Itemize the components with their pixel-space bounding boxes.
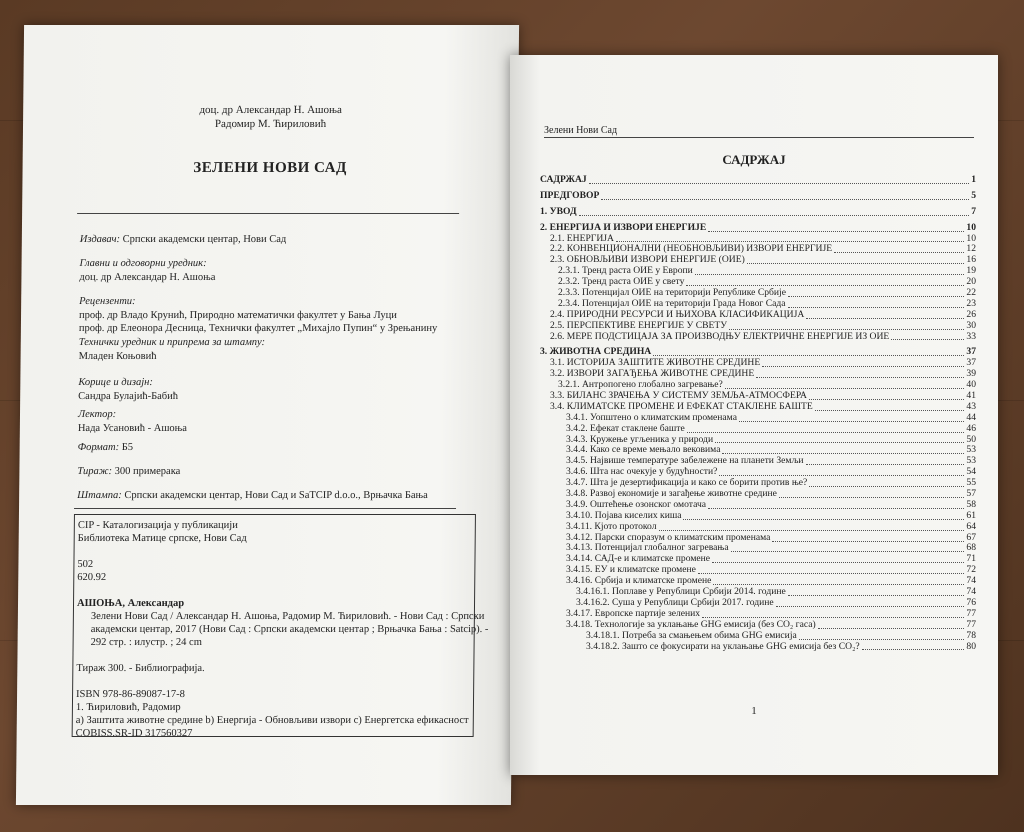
toc-entry-title: 2. ЕНЕРГИЈА И ИЗВОРИ ЕНЕРГИЈЕ [540,221,707,233]
toc-entry-title: 2.3.4. Потенцијал ОИЕ на територији Града Новог Сада [558,297,786,309]
toc-entry-title: 3.4.18.1. Потреба за смањењем обима GHG емисија [586,629,797,641]
cip-line: академски центар, 2017 (Нови Сад : Српски академски центар ; Врњачка Бања : Satcip). - [90,624,489,635]
cip-line [76,649,470,662]
author-1: доц. др Александар Н. Ашоња [199,104,342,116]
toc-dot-leader [891,338,964,340]
toc-dot-leader [776,605,965,607]
toc-dot-leader [788,295,964,297]
imprint-section [77,465,180,479]
toc-entry-page: 37 [966,346,976,358]
toc-entry-title: 3.2.1. Антропогено глобално загревање? [558,379,723,391]
toc-entry-page: 46 [966,422,976,434]
imprint-value: 300 примерака [111,466,181,477]
imprint-label: Главни и одговорни уредник: [79,258,207,269]
cip-line: Зелени Нови Сад / Александар Н. Ашоња, Радомир М. Ћириловић. - Нови Сад : Српски [90,611,485,622]
cip-line [77,584,471,597]
toc-entry-title: 3.4.15. ЕУ и климатске промене [566,564,696,576]
toc-entry-page: 10 [966,221,976,233]
imprint-section [79,336,266,363]
toc-entry-page: 16 [966,254,976,266]
toc-entry[interactable] [540,424,976,435]
toc-entry-title: 1. УВОД [540,205,577,217]
imprint-label: Корице и дизајн: [78,377,153,388]
cip-line: АШОЊА, Александар [76,598,185,609]
toc-entry[interactable] [540,191,976,202]
cip-line: a) Заштита животне средине b) Енергија - Обновљиви извори c) Енергетска ефикасност [75,715,469,726]
toc-entry-title: 3.4.12. Парски споразум о климатским променама [566,531,771,543]
imprint-label: Формат: [77,442,120,453]
toc-entry-title: 3.4.16.1. Поплаве у Републици Србији 2014. године [576,586,786,598]
toc-dot-leader [729,328,964,330]
toc-entry-page: 20 [966,276,976,288]
toc-entry-title: 3.4.17. Европске партије зелених [566,607,701,619]
imprint-section [79,257,215,284]
imprint-value: Младен Коњовић [78,350,157,362]
toc-entry-title: 3.4. КЛИМАТСКЕ ПРОМЕНЕ И ЕФЕКАТ СТАКЛЕНЕ БАШТЕ [550,400,813,412]
toc-dot-leader [747,262,965,264]
toc-entry-page: 44 [966,411,976,423]
toc-entry-title: 3.2. ИЗВОРИ ЗАГАЂЕЊА ЖИВОТНЕ СРЕДИНЕ [550,368,755,380]
header-rule [544,137,974,138]
toc-entry-title: 3.4.11. Кјото протокол [566,520,657,532]
toc-entry-page: 71 [966,553,976,565]
toc-dot-leader [687,431,965,433]
toc-entry-title: 3.4.2. Ефекат стаклене баште [566,422,685,434]
toc-entry-page: 37 [966,357,976,369]
table-of-contents [540,170,976,652]
toc-entry-title: 2.2. КОНВЕНЦИОНАЛНИ (НЕОБНОВЉИВИ) ИЗВОРИ ЕНЕРГИЈЕ [550,243,833,255]
running-head: Зелени Нови Сад [544,125,618,136]
toc-entry-page: 76 [966,596,976,608]
imprint-section [80,233,287,247]
toc-entry-title: 2.6. МЕРЕ ПОДСТИЦАЈА ЗА ПРОИЗВОДЊУ ЕЛЕКТРИЧНЕ ЕНЕРГИЈЕ ИЗ ОИЕ [550,330,890,342]
imprint-value: Српски академски центар, Нови Сад [119,234,287,245]
cip-record [72,514,489,739]
toc-entry-title: 2.1. ЕНЕРГИЈА [550,232,614,244]
toc-entry-title: 2.3.3. Потенцијал ОИЕ на територији Републике Србије [558,287,786,298]
toc-entry-title: 3.4.16. Србија и климатске промене [566,575,712,587]
toc-dot-leader [834,251,964,253]
toc-dot-leader [818,627,965,629]
toc-entry-page: 23 [966,297,976,309]
toc-entry-title: 3.4.3. Кружење угљеника у природи [566,433,714,445]
toc-dot-leader [725,387,965,389]
page-number: 1 [751,705,757,717]
cip-line: CIP - Каталогизација у публикацији [77,520,238,531]
book-title: ЗЕЛЕНИ НОВИ САД [193,160,347,176]
toc-dot-leader [779,496,964,498]
imprint-value: Српски академски центар, Нови Сад и SaTCIP d.o.o., Врњачка Бања [121,490,428,501]
cip-line: 1. Ћириловић, Радомир [75,702,181,713]
cip-line: Тираж 300. - Библиографија. [76,663,205,674]
toc-entry-title: 3.4.18. Технологије за уклањање GHG емисија (без CO₂ гаса) [566,618,816,630]
toc-dot-leader [601,198,969,200]
toc-dot-leader [788,594,965,596]
authors [23,103,518,131]
toc-entry-title: 3.4.18.2. Зашто се фокусирати на уклањање GHG емисија без CO₂? [586,640,860,652]
toc-entry-title: 3.4.4. Како се време мењало вековима [566,444,721,456]
toc-entry[interactable] [540,321,976,332]
toc-entry-page: 53 [966,455,976,467]
cip-line: COBISS.SR-ID 317560327 [75,728,193,739]
toc-entry-page: 74 [966,586,976,598]
toc-entry-page: 40 [966,379,976,391]
toc-entry-title: 3.4.5. Највише температуре забележене на планети Земљи [566,455,804,467]
toc-entry-page: 77 [966,607,976,619]
toc-heading: САДРЖАЈ [722,152,786,167]
toc-entry-page: 57 [966,488,976,500]
toc-entry-title: 3.4.6. Шта нас очекује у будућности? [566,466,718,478]
toc-entry-page: 72 [966,564,976,576]
right-page [510,55,998,775]
title-rule [77,213,459,214]
toc-entry-page: 1 [971,173,976,185]
imprint-label: Лектор: [77,409,117,420]
toc-entry-page: 53 [966,444,976,456]
toc-dot-leader [862,648,965,650]
toc-entry-title: 3.3. БИЛАНС ЗРАЧЕЊА У СИСТЕМУ ЗЕМЉА-АТМОСФЕРА [550,390,807,402]
cip-line [76,675,470,688]
toc-dot-leader [708,507,964,509]
toc-entry-page: 39 [966,368,976,380]
toc-dot-leader [806,463,965,465]
toc-entry[interactable] [540,175,976,186]
toc-entry-page: 74 [966,575,976,587]
toc-dot-leader [722,452,964,454]
toc-entry-title: 2.5. ПЕРСПЕКТИВЕ ЕНЕРГИЈЕ У СВЕТУ [550,319,728,331]
cip-line: 620.92 [77,572,107,583]
toc-entry[interactable] [540,223,976,234]
toc-dot-leader [788,306,965,308]
toc-entry[interactable] [540,620,976,631]
toc-dot-leader [731,550,965,552]
cip-line: ISBN 978-86-89087-17-8 [76,689,185,700]
toc-entry-title: 3.4.8. Развој економије и загађење животне средине [566,488,777,500]
toc-entry-page: 61 [966,509,976,521]
toc-entry-title: 3.1. ИСТОРИЈА ЗАШТИТЕ ЖИВОТНЕ СРЕДИНЕ [550,357,761,369]
toc-entry-title: 3. ЖИВОТНА СРЕДИНА [540,346,652,358]
imprint-value: Сандра Булајић-Бабић [78,390,179,402]
toc-entry-title: 2.3.1. Тренд раста ОИЕ у Европи [558,265,693,277]
cip-line: Библиотека Матице српске, Нови Сад [77,533,247,544]
imprint-value: доц. др Александар Н. Ашоња [79,271,216,283]
left-page [16,25,519,805]
toc-entry-page: 43 [966,400,976,412]
toc-entry-page: 26 [966,308,976,320]
toc-entry-title: ПРЕДГОВОР [540,189,600,201]
toc-entry-page: 5 [971,189,976,201]
toc-dot-leader [686,284,964,286]
imprint-section [78,441,134,455]
toc-entry-title: 3.4.13. Потенцијал глобалног загревања [566,542,729,554]
imprint-value: Б5 [119,442,134,453]
toc-dot-leader [579,214,970,216]
cip-line: 502 [77,559,94,570]
imprint-section [78,376,178,403]
cip-line: 292 стр. : илустр. ; 24 cm [90,637,202,648]
toc-entry[interactable] [540,631,976,642]
imprint-section [77,489,428,503]
toc-entry-title: 2.4. ПРИРОДНИ РЕСУРСИ И ЊИХОВА КЛАСИФИКАЦИЈА [550,308,805,320]
toc-entry[interactable] [540,332,976,343]
imprint-label: Издавач: [79,234,121,245]
imprint-label: Тираж: [77,466,113,477]
toc-entry-page: 7 [971,205,976,217]
toc-entry-title: 2.3. ОБНОВЉИВИ ИЗВОРИ ЕНЕРГИЈЕ (ОИЕ) [550,254,745,266]
toc-entry-title: 3.4.1. Уопштено о климатским променама [566,411,737,423]
toc-entry-page: 10 [966,232,976,244]
toc-dot-leader [659,529,965,531]
toc-entry-title: САДРЖАЈ [540,173,587,185]
toc-entry-title: 2.3.2. Тренд раста ОИЕ у свету [558,276,685,288]
imprint-label: Штампа: [77,490,122,501]
toc-entry[interactable] [540,522,976,533]
imprint-value: проф. др Владо Крунић, Природно математички факултет у Бања Луци [78,309,397,321]
toc-dot-leader [806,317,964,319]
toc-entry-page: 58 [966,498,976,510]
imprint-value: Нада Усановић - Ашоња [77,422,188,434]
toc-entry-title: 3.4.7. Шта је дезертификација и како се борити против ње? [566,477,808,489]
toc-entry-page: 77 [966,618,976,630]
toc-entry[interactable] [540,207,976,218]
toc-dot-leader [799,638,965,640]
toc-dot-leader [739,420,964,422]
toc-entry-page: 54 [966,466,976,478]
toc-dot-leader [715,441,964,443]
toc-entry-page: 78 [966,629,976,641]
toc-entry[interactable] [540,642,976,653]
toc-dot-leader [815,409,965,411]
toc-dot-leader [616,240,964,242]
toc-dot-leader [762,365,964,367]
toc-entry-page: 30 [966,319,976,331]
toc-dot-leader [708,230,964,232]
imprint-section [78,408,187,435]
cip-line [78,545,472,558]
toc-dot-leader [809,485,964,487]
toc-entry-title: 3.4.10. Појава киселих киша [566,509,682,521]
toc-dot-leader [702,616,964,618]
toc-dot-leader [698,572,965,574]
imprint-rule [74,508,456,509]
toc-entry-title: 3.4.16.2. Суша у Републици Србији 2017. године [576,596,774,608]
toc-dot-leader [772,540,964,542]
toc-entry-page: 41 [966,390,976,402]
toc-dot-leader [719,474,964,476]
toc-entry-page: 68 [966,542,976,554]
toc-entry-page: 55 [966,477,976,489]
toc-dot-leader [653,354,964,356]
toc-entry-page: 80 [966,640,976,652]
imprint-label: Рецензенти: [79,296,136,307]
toc-entry-title: 3.4.9. Оштећење озонског омотача [566,498,707,510]
toc-entry-page: 22 [966,287,976,298]
toc-dot-leader [683,518,964,520]
toc-dot-leader [695,273,965,275]
toc-dot-leader [589,182,969,184]
toc-dot-leader [713,583,964,585]
toc-entry-page: 64 [966,520,976,532]
toc-entry-page: 12 [966,243,976,255]
toc-dot-leader [756,376,964,378]
toc-dot-leader [712,561,964,563]
toc-entry-page: 67 [966,531,976,543]
toc-dot-leader [809,398,965,400]
imprint-section [79,295,438,336]
toc-entry-page: 33 [966,330,976,342]
imprint-value: проф. др Елеонора Десница, Технички факултет „Михајло Пупин“ у Зрењанину [78,323,438,334]
toc-entry-page: 19 [966,265,976,277]
toc-entry-page: 50 [966,433,976,445]
toc-entry-title: 3.4.14. САД-е и климатске промене [566,553,711,565]
imprint-label: Технички уредник и припрема за штампу: [78,337,266,348]
author-2: Радомир М. Ћириловић [214,118,327,130]
